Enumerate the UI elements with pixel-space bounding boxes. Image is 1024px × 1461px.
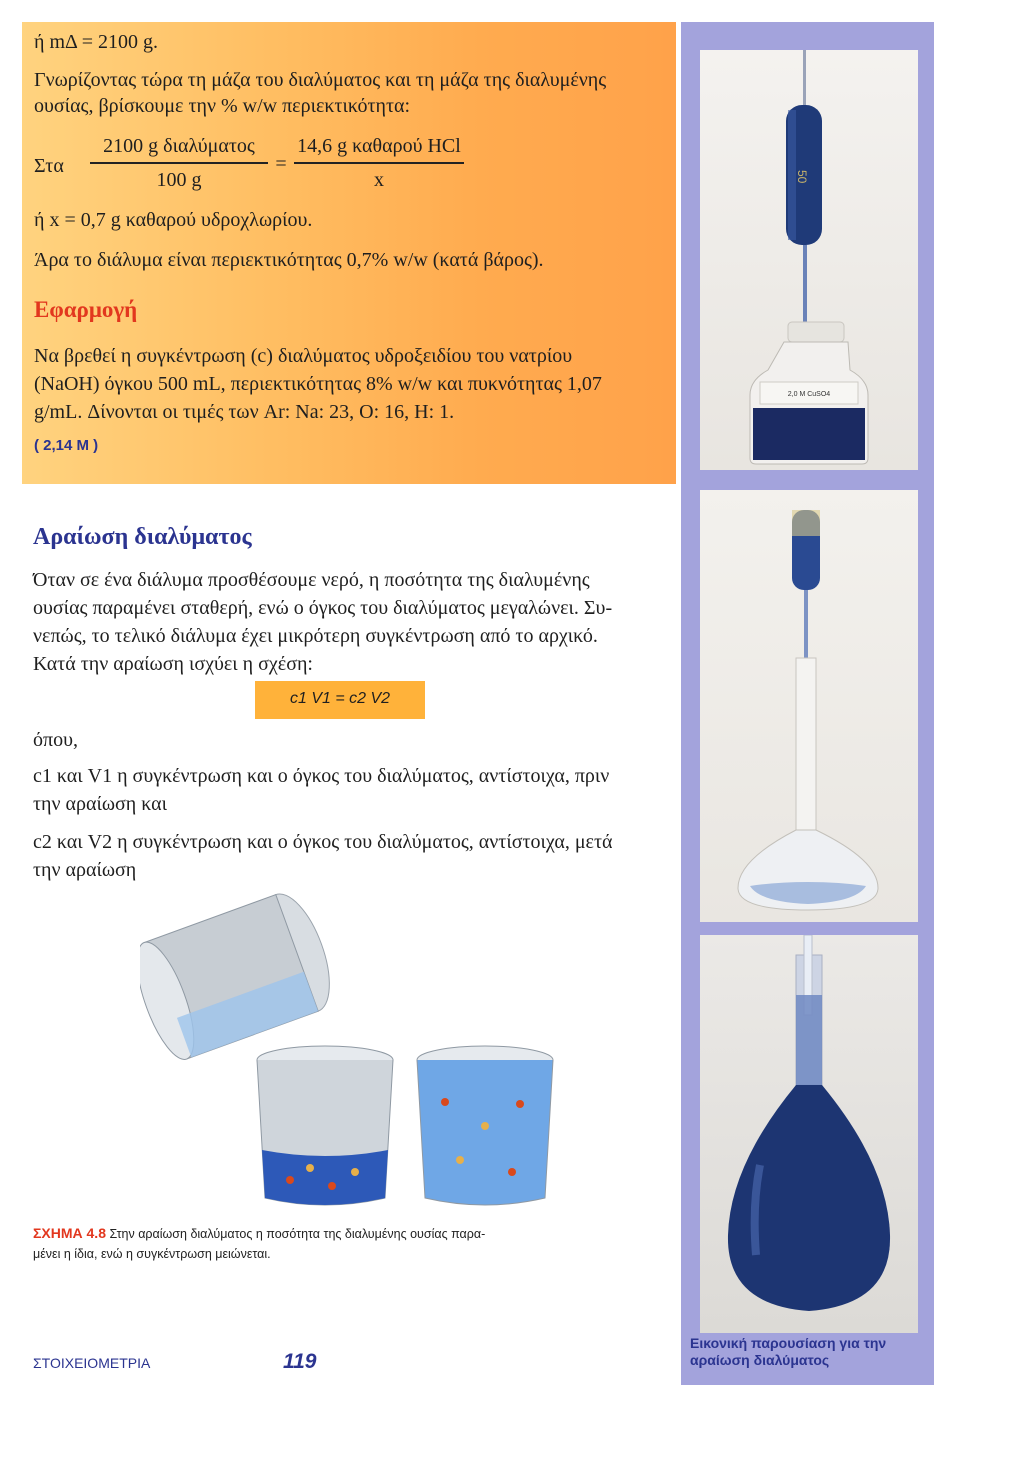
pipette-bottle-photo bbox=[700, 50, 918, 470]
dilution-formula: c1 V1 = c2 V2 bbox=[289, 690, 391, 707]
definition-line: την αραίωση bbox=[33, 859, 137, 881]
fraction-numerator: 2100 g διαλύματος bbox=[103, 135, 255, 157]
concentrated-beaker bbox=[257, 1046, 393, 1205]
blue-flask-photo bbox=[700, 935, 918, 1333]
paragraph-line: όπου, bbox=[33, 729, 78, 751]
figure-caption-line bbox=[33, 1223, 673, 1244]
dilution-beakers-figure bbox=[140, 890, 580, 1220]
definition-line: την αραίωση και bbox=[33, 793, 168, 815]
proportion-prefix: Στα bbox=[34, 155, 64, 177]
pouring-beaker bbox=[140, 890, 343, 1066]
box-text-line: ή x = 0,7 g καθαρού υδροχλωρίου. bbox=[34, 209, 313, 231]
dilute-beaker bbox=[417, 1046, 553, 1205]
page-number: 119 bbox=[283, 1350, 317, 1373]
fraction-bar bbox=[90, 162, 268, 164]
pipette-bottle-illustration bbox=[700, 50, 918, 470]
box-text-line: Άρα το διάλυμα είναι περιεκτικότητας 0,7% w/w (κατά βάρος). bbox=[34, 249, 544, 271]
box-text-line: ουσίας, βρίσκουμε την % w/w περιεκτικότητα: bbox=[34, 95, 411, 117]
paragraph-line: ουσίας παραμένει σταθερή, ενώ ο όγκος του διαλύματος μεγαλώνει. Συ- bbox=[33, 597, 613, 619]
application-text: (NaOH) όγκου 500 mL, περιεκτικότητας 8% w/w και πυκνότητας 1,07 bbox=[34, 373, 602, 395]
equals-sign: = bbox=[275, 153, 287, 175]
figure-caption-text: Στην αραίωση διαλύματος η ποσότητα της διαλυμένης ουσίας παρα- bbox=[109, 1227, 486, 1241]
definition-line: c2 και V2 η συγκέντρωση και ο όγκος του διαλύματος, αντίστοιχα, μετά bbox=[33, 831, 613, 853]
definition-line: c1 και V1 η συγκέντρωση και ο όγκος του διαλύματος, αντίστοιχα, πριν bbox=[33, 765, 610, 787]
paragraph-line: Κατά την αραίωση ισχύει η σχέση: bbox=[33, 653, 313, 675]
fraction-numerator: 14,6 g καθαρού HCl bbox=[297, 135, 461, 157]
paragraph-line: νεπώς, το τελικό διάλυμα έχει μικρότερη συγκέντρωση από το αρχικό. bbox=[33, 625, 598, 647]
right-caption-line: Εικονική παρουσίαση για την bbox=[690, 1335, 887, 1351]
box-text-line: Γνωρίζοντας τώρα τη μάζα του διαλύματος και τη μάζα της διαλυμένης bbox=[34, 69, 607, 91]
mass-result: ή mΔ = 2100 g. bbox=[34, 31, 159, 53]
figure-caption bbox=[33, 1223, 673, 1264]
application-text: Να βρεθεί η συγκέντρωση (c) διαλύματος υδροξειδίου του νατρίου bbox=[34, 345, 573, 367]
fraction-denominator: 100 g bbox=[156, 169, 202, 191]
application-answer: ( 2,14 M ) bbox=[34, 437, 99, 454]
formula-box bbox=[255, 681, 425, 719]
chapter-name: ΣΤΟΙΧΕΙΟΜΕΤΡΙΑ bbox=[33, 1355, 151, 1371]
worked-example-box bbox=[22, 22, 676, 484]
section-title: Αραίωση διαλύματος bbox=[33, 524, 252, 550]
figure-label: ΣΧΗΜΑ 4.8 bbox=[33, 1225, 106, 1241]
volumetric-flask-photo bbox=[700, 490, 918, 922]
fraction-bar bbox=[294, 162, 464, 164]
fraction-denominator: x bbox=[374, 169, 384, 191]
pipette-mark: 50 bbox=[795, 170, 809, 184]
volumetric-flask-illustration bbox=[700, 490, 918, 922]
application-text: g/mL. Δίνονται οι τιμές των Ar: Na: 23, O: 16, H: 1. bbox=[34, 401, 455, 423]
right-caption-line: αραίωση διαλύματος bbox=[690, 1352, 830, 1368]
blue-flask-illustration bbox=[700, 935, 918, 1333]
figure-caption-line: μένει η ίδια, ενώ η συγκέντρωση μειώνεται. bbox=[33, 1247, 271, 1261]
application-title: Εφαρμογή bbox=[34, 297, 138, 322]
right-caption bbox=[690, 1335, 920, 1369]
bottle-label: 2,0 M CuSO4 bbox=[787, 391, 831, 398]
paragraph-line: Όταν σε ένα διάλυμα προσθέσουμε νερό, η ποσότητα της διαλυμένης bbox=[33, 569, 590, 591]
